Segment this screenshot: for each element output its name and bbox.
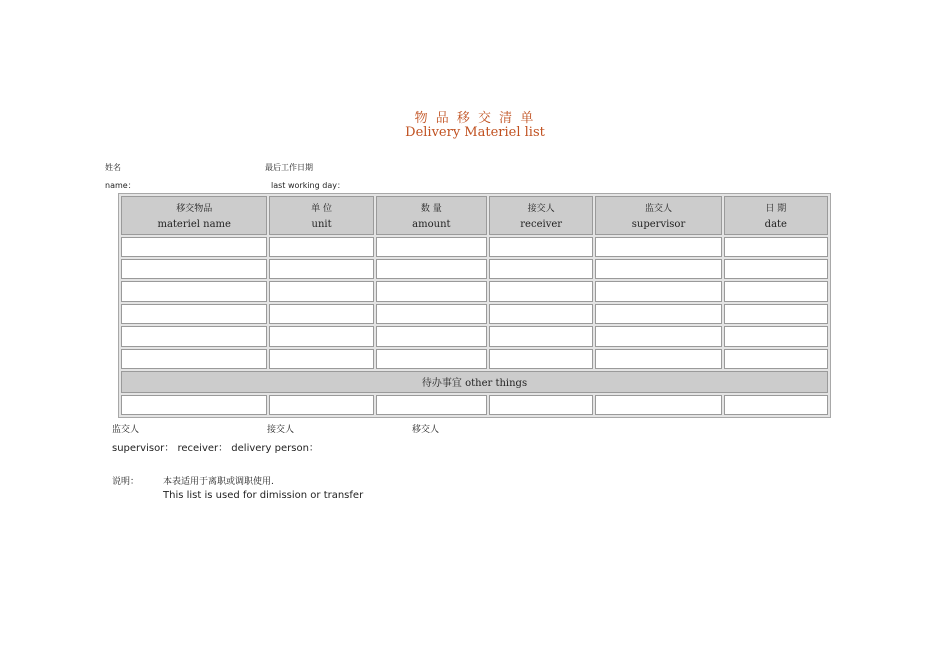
table-cell[interactable]	[489, 395, 593, 415]
table-cell[interactable]	[121, 326, 267, 346]
table-cell[interactable]	[376, 237, 487, 257]
table-cell[interactable]	[269, 259, 373, 279]
table-row	[121, 304, 828, 324]
table-cell[interactable]	[121, 304, 267, 324]
table-cell[interactable]	[489, 259, 593, 279]
table-cell[interactable]	[121, 281, 267, 301]
table-cell[interactable]	[595, 259, 721, 279]
table-row	[121, 395, 828, 415]
table-cell[interactable]	[269, 304, 373, 324]
table-cell[interactable]	[269, 237, 373, 257]
name-label-en: name：	[105, 181, 136, 190]
table-cell[interactable]	[376, 259, 487, 279]
column-header-date: 日 期 date	[724, 196, 828, 235]
table-cell[interactable]	[595, 237, 721, 257]
table-cell[interactable]	[595, 326, 721, 346]
table-cell[interactable]	[724, 237, 828, 257]
table-cell[interactable]	[489, 237, 593, 257]
column-header-supervisor: 监交人 supervisor	[595, 196, 721, 235]
table-cell[interactable]	[269, 281, 373, 301]
table-row	[121, 326, 828, 346]
table-cell[interactable]	[724, 395, 828, 415]
column-header-amount: 数 量 amount	[376, 196, 487, 235]
table-cell[interactable]	[724, 281, 828, 301]
table-cell[interactable]	[269, 395, 373, 415]
table-row	[121, 259, 828, 279]
note-text-en: This list is used for dimission or transfer	[163, 490, 364, 501]
signatures-label-en: supervisor： receiver： delivery person：	[112, 443, 319, 454]
table-cell[interactable]	[595, 304, 721, 324]
table-cell[interactable]	[724, 326, 828, 346]
table-cell[interactable]	[489, 349, 593, 369]
table-cell[interactable]	[489, 281, 593, 301]
delivery-table	[118, 193, 831, 418]
column-header-receiver: 接交人 receiver	[489, 196, 593, 235]
delivery-person-label-cn: 移交人	[412, 425, 440, 435]
other-things-label: 待办事宜 other things	[121, 371, 828, 392]
last-working-day-label-cn: 最后工作日期	[265, 163, 313, 172]
table-cell[interactable]	[121, 237, 267, 257]
table-cell[interactable]	[121, 259, 267, 279]
table-row	[121, 349, 828, 369]
other-things-row	[121, 371, 828, 392]
table-cell[interactable]	[595, 349, 721, 369]
receiver-label-cn: 接交人	[267, 425, 295, 435]
table-row	[121, 281, 828, 301]
table-row	[121, 237, 828, 257]
table-header-row	[121, 196, 828, 235]
table-cell[interactable]	[121, 395, 267, 415]
title-chinese: 物 品 移 交 清 单	[414, 111, 536, 126]
table-cell[interactable]	[269, 326, 373, 346]
column-header-unit: 单 位 unit	[269, 196, 373, 235]
note-label: 说明：	[112, 477, 140, 487]
table-cell[interactable]	[595, 281, 721, 301]
table-cell[interactable]	[376, 326, 487, 346]
table-cell[interactable]	[489, 304, 593, 324]
table-cell[interactable]	[724, 259, 828, 279]
title-english: Delivery Materiel list	[405, 125, 545, 140]
name-label-cn: 姓名	[105, 163, 121, 172]
table-cell[interactable]	[376, 395, 487, 415]
table-cell[interactable]	[376, 281, 487, 301]
table-cell[interactable]	[489, 326, 593, 346]
table-cell[interactable]	[376, 349, 487, 369]
table-cell[interactable]	[724, 349, 828, 369]
supervisor-label-cn: 监交人	[112, 425, 140, 435]
last-working-day-label-en: last working day：	[271, 181, 345, 190]
table-cell[interactable]	[595, 395, 721, 415]
table-cell[interactable]	[269, 349, 373, 369]
column-header-materiel: 移交物品 materiel name	[121, 196, 267, 235]
note-text-cn: 本表适用于离职或调职使用.	[163, 477, 274, 487]
table-cell[interactable]	[121, 349, 267, 369]
table-cell[interactable]	[376, 304, 487, 324]
table-cell[interactable]	[724, 304, 828, 324]
